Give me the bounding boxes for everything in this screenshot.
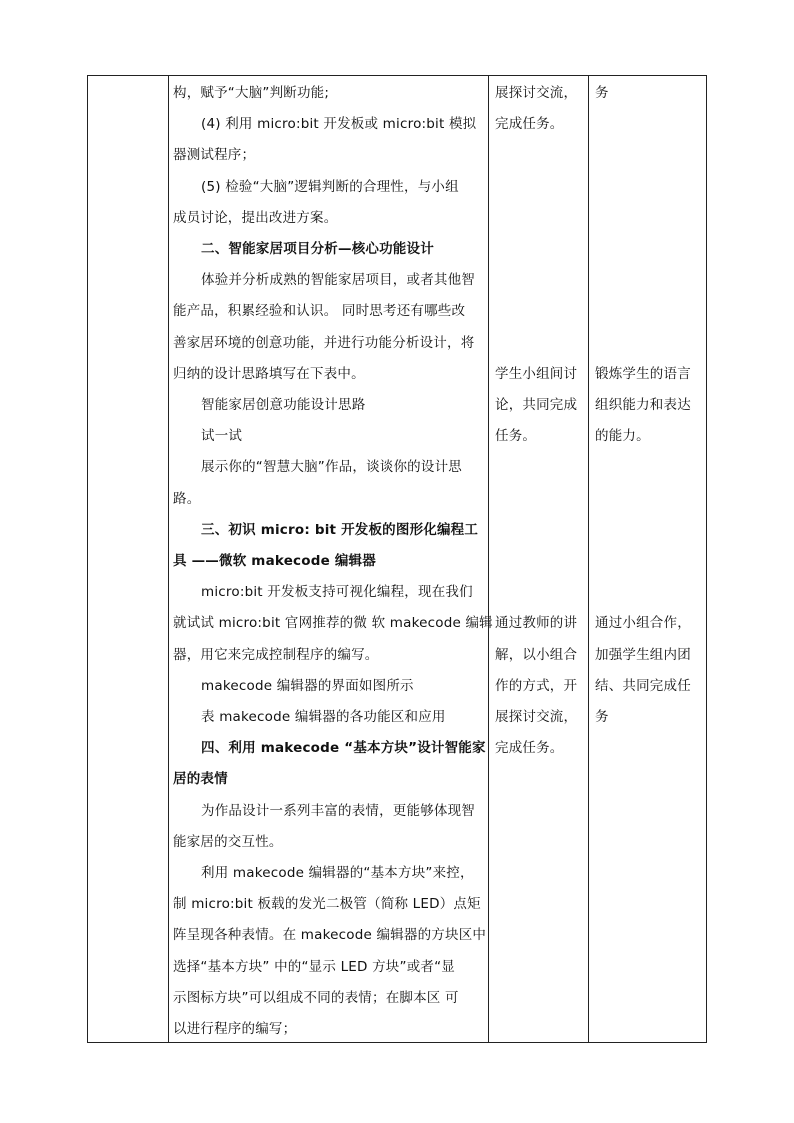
- content-line: makecode 编辑器的界面如图所示: [201, 677, 414, 694]
- lesson-plan-table: [87, 75, 707, 1043]
- content-line: 为作品设计一系列丰富的表情，更能够体现智: [201, 802, 475, 819]
- student-activity-line: 展探讨交流，: [495, 85, 578, 101]
- content-line: 示图标方块”可以组成不同的表情；在脚本区 可: [173, 989, 459, 1006]
- student-activity-line: 论，共同完成: [495, 397, 578, 413]
- content-line: 路。: [173, 490, 201, 507]
- content-line: 构，赋予“大脑”判断功能;: [173, 85, 330, 101]
- design-intent-column: [588, 76, 708, 1042]
- student-activity-line: 通过教师的讲: [495, 615, 578, 632]
- content-line: 体验并分析成熟的智能家居项目，或者其他智: [201, 272, 475, 289]
- content-line: 阵呈现各种表情。在 makecode 编辑器的方块区中: [173, 927, 487, 944]
- content-line: 器测试程序；: [173, 147, 256, 164]
- design-intent-line: 的能力。: [595, 428, 650, 445]
- section-heading-line: 二、智能家居项目分析—核心功能设计: [201, 241, 434, 257]
- content-line: micro:bit 开发板支持可视化编程，现在我们: [201, 584, 473, 601]
- content-line: (4) 利用 micro:bit 开发板或 micro:bit 模拟: [201, 116, 477, 133]
- content-line: 归纳的设计思路填写在下表中。: [173, 365, 365, 382]
- section-heading-line: 具 ——微软 makecode 编辑器: [173, 553, 376, 569]
- content-line: 就试试 micro:bit 官网推荐的微 软 makecode 编辑: [173, 615, 493, 632]
- design-intent-line: 组织能力和表达: [595, 397, 691, 413]
- design-intent-line: 结、共同完成任: [595, 677, 691, 694]
- content-line: 表 makecode 编辑器的各功能区和应用: [201, 709, 446, 725]
- content-line: 展示你的“智慧大脑”作品，谈谈你的设计思: [201, 459, 462, 476]
- content-line: 以进行程序的编写；: [173, 1021, 297, 1037]
- section-heading-line: 居的表情: [173, 771, 228, 788]
- content-line: 成员讨论，提出改进方案。: [173, 209, 338, 226]
- content-line: 能家居的交互性。: [173, 833, 283, 850]
- design-intent-line: 加强学生组内团: [595, 646, 691, 663]
- empty-first-column: [88, 76, 168, 1042]
- content-line: 选择“基本方块” 中的“显示 LED 方块”或者“显: [173, 958, 455, 975]
- student-activity-line: 完成任务。: [495, 740, 564, 757]
- student-activity-line: 展探讨交流，: [495, 709, 578, 725]
- design-intent-line: 务: [595, 85, 609, 101]
- student-activity-line: 作的方式，开: [495, 677, 578, 694]
- content-line: 智能家居创意功能设计思路: [201, 397, 366, 413]
- student-activity-line: 任务。: [495, 428, 537, 445]
- content-line: 器，用它来完成控制程序的编写。: [173, 646, 379, 663]
- content-line: 制 micro:bit 板载的发光二极管（简称 LED）点矩: [173, 896, 481, 913]
- content-line: (5) 检验“大脑”逻辑判断的合理性，与小组: [201, 178, 459, 195]
- section-heading-line: 三、初识 micro: bit 开发板的图形化编程工: [201, 521, 479, 538]
- student-activity-line: 学生小组间讨: [495, 365, 578, 382]
- student-activity-line: 完成任务。: [495, 116, 564, 133]
- design-intent-line: 务: [595, 709, 609, 725]
- content-line: 善家居环境的创意功能，并进行功能分析设计，将: [173, 334, 475, 351]
- design-intent-line: 锻炼学生的语言: [595, 365, 691, 382]
- section-heading-line: 四、利用 makecode “基本方块”设计智能家: [201, 740, 486, 757]
- teaching-content-column: [168, 76, 493, 1042]
- student-activity-line: 解，以小组合: [495, 646, 578, 663]
- content-line: 试一试: [201, 428, 243, 445]
- student-activity-column: [488, 76, 588, 1042]
- content-line: 利用 makecode 编辑器的“基本方块”来控，: [201, 865, 474, 881]
- content-line: 能产品，积累经验和认识。 同时思考还有哪些改: [173, 303, 466, 320]
- design-intent-line: 通过小组合作，: [595, 615, 691, 632]
